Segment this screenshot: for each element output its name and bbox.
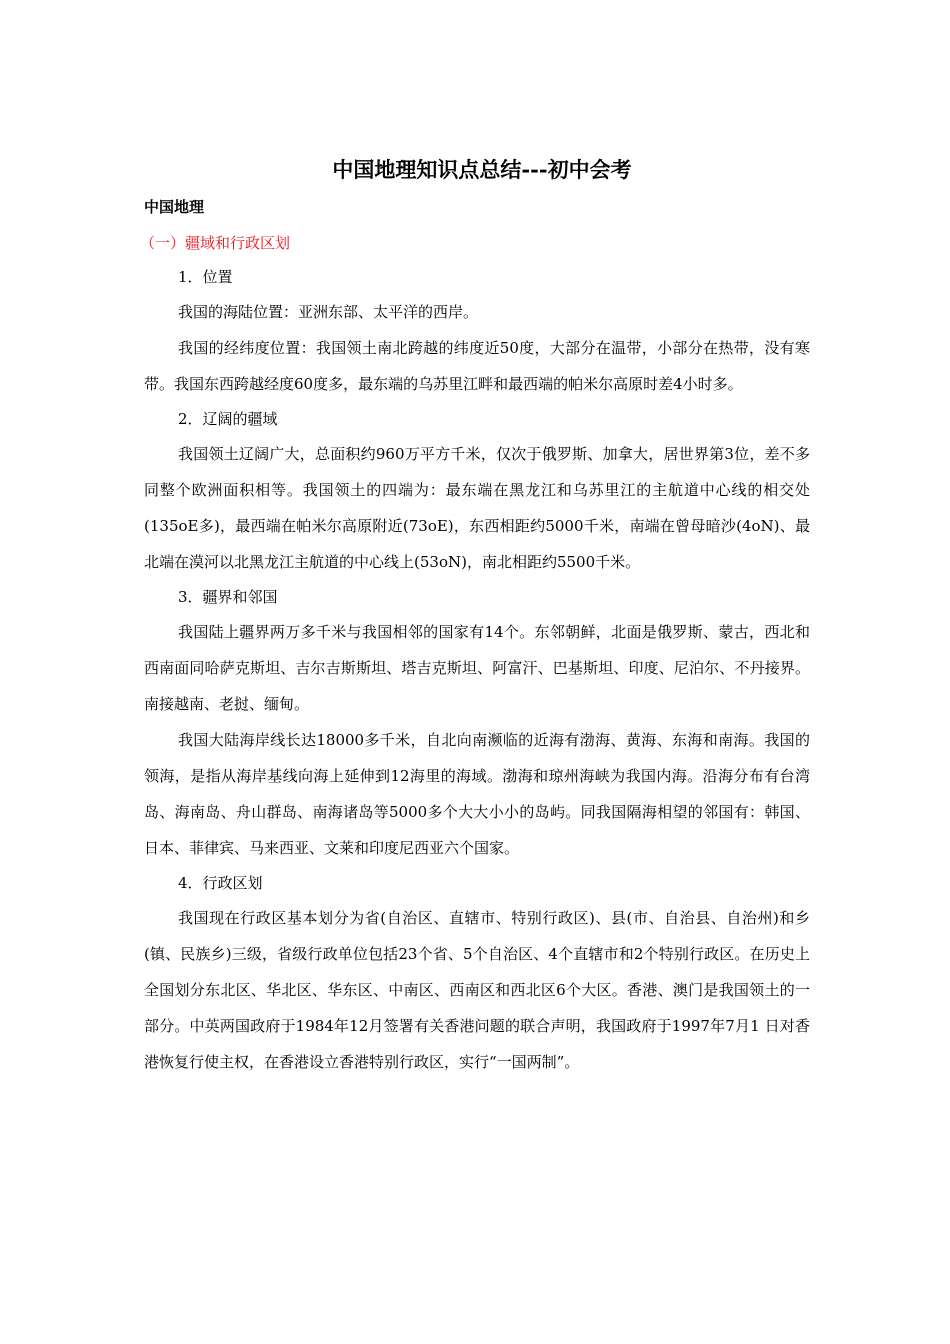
paragraph-sea-land-position: 我国的海陆位置：亚洲东部、太平洋的西岸。 (178, 303, 479, 321)
document-title: 中国地理知识点总结---初中会考 (332, 157, 632, 182)
paragraph-land-borders: 我国陆上疆界两万多千米与我国相邻的国家有14个。东邻朝鲜，北面是俄罗斯、蒙古，西北和西南面同哈萨克斯坦、吉尔吉斯斯坦、塔吉克斯坦、阿富汗、巴基斯坦、印度、尼泊尔、不丹接界。南接越南、老挝、缅甸。 (144, 623, 810, 713)
heading-administrative-division: 4．行政区划 (178, 874, 263, 892)
subject-heading: 中国地理 (144, 198, 205, 216)
paragraph-lat-long-position: 我国的经纬度位置：我国领土南北跨越的纬度近50度，大部分在温带，小部分在热带，没有寒带。我国东西跨越经度60度多，最东端的乌苏里江畔和最西端的帕米尔高原时差4小时多。 (144, 339, 810, 393)
heading-borders-neighbors: 3．疆界和邻国 (178, 588, 278, 606)
paragraph-administrative-division: 我国现在行政区基本划分为省(自治区、直辖市、特别行政区)、县(市、自治县、自治州)和乡(镇、民族乡)三级，省级行政单位包括23个省、5个自治区、4个直辖市和2个特别行政区。在历史上全国划分东北区、华北区、华东区、中南区、西南区和西北区6个大区。香港、澳门是我国领土的一部分。中英两国政府于1984年12月签署有关香港问题的联合声明，我国政府于1997年7月1 日对香港恢复行使主权，在香港设立香港特别行政区，实行“一国两制”。 (144, 909, 810, 1071)
paragraph-territory: 我国领土辽阔广大，总面积约960万平方千米，仅次于俄罗斯、加拿大，居世界第3位，差不多同整个欧洲面积相等。我国领土的四端为：最东端在黑龙江和乌苏里江的主航道中心线的相交处(135oE多)，最西端在帕米尔高原附近(73oE)，东西相距约5000千米，南端在曾母暗沙(4oN)、最北端在漠河以北黑龙江主航道的中心线上(53oN)，南北相距约5500千米。 (144, 445, 810, 571)
paragraph-coastline: 我国大陆海岸线长达18000多千米，自北向南濒临的近海有渤海、黄海、东海和南海。我国的领海，是指从海岸基线向海上延伸到12海里的海域。渤海和琼州海峡为我国内海。沿海分布有台湾岛、海南岛、舟山群岛、南海诸岛等5000多个大大小小的岛屿。同我国隔海相望的邻国有：韩国、日本、菲律宾、马来西亚、文莱和印度尼西亚六个国家。 (144, 731, 810, 857)
document-page (140, 152, 810, 1080)
heading-position: 1．位置 (178, 268, 233, 286)
section-heading: （一）疆域和行政区划 (140, 234, 291, 252)
heading-territory: 2．辽阔的疆域 (178, 410, 278, 428)
